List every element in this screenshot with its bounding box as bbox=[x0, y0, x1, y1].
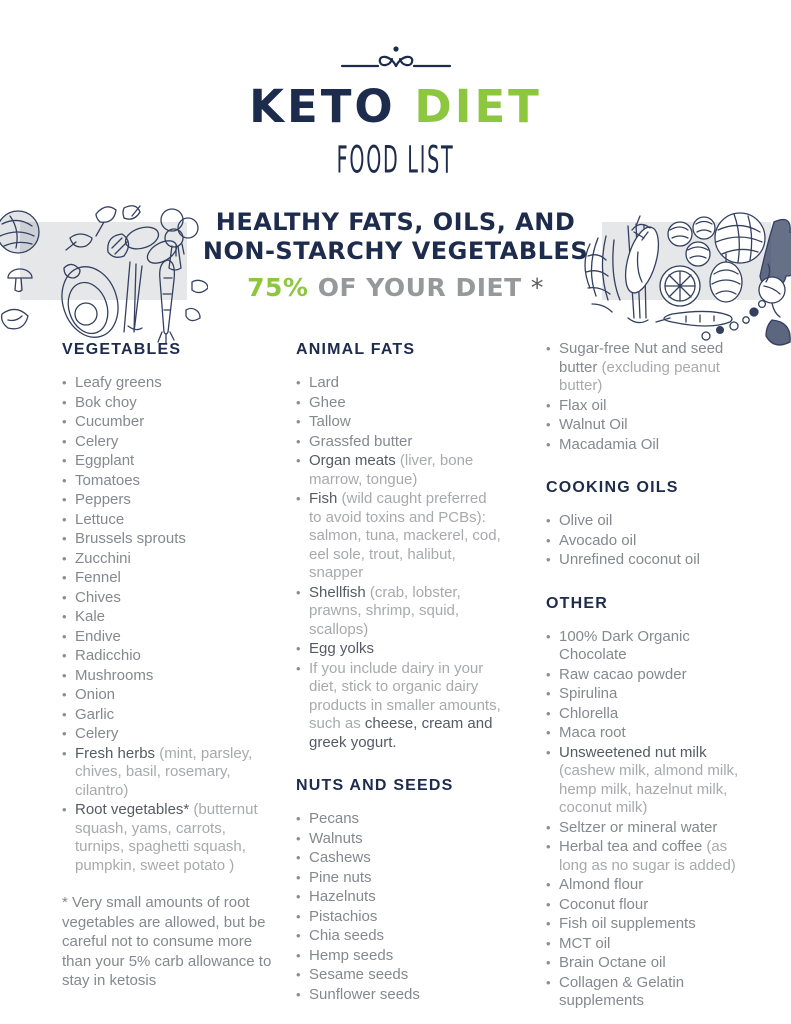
list-item bbox=[62, 530, 274, 549]
list-item-text: Cucumber bbox=[75, 413, 145, 430]
list-item bbox=[546, 876, 745, 895]
banner-text bbox=[146, 208, 646, 302]
bullet-icon: • bbox=[62, 492, 67, 507]
list-item bbox=[62, 452, 274, 471]
bullet-icon: • bbox=[296, 811, 301, 826]
banner-heading-line2: NON-STARCHY VEGETABLES bbox=[202, 237, 589, 265]
bullet-icon: • bbox=[296, 660, 301, 676]
list-item bbox=[62, 628, 274, 647]
bullet-icon: • bbox=[62, 589, 67, 605]
bullet-icon: • bbox=[62, 802, 67, 817]
bullet-icon: • bbox=[546, 877, 551, 892]
list-item-text: Unsweetened nut milk (cashew milk, almond milk, hemp milk, hazelnut milk, coconut milk) bbox=[559, 743, 739, 816]
list-item-text: Avocado oil bbox=[559, 531, 637, 549]
footnote: * Very small amounts of root vegetables are allowed, but be careful not to consume more than your 5% carb allowance to stay in ketosis bbox=[62, 894, 272, 989]
banner-heading bbox=[146, 208, 646, 266]
list-item-text: Egg yolks bbox=[309, 640, 375, 657]
list-item-text: Herbal tea and coffee (as long as no sugar is added) bbox=[559, 838, 736, 874]
bullet-icon: • bbox=[546, 628, 551, 644]
list-item-text: Chives bbox=[75, 588, 121, 606]
column-vegetables bbox=[62, 340, 296, 1012]
list-item bbox=[546, 724, 745, 743]
bullet-icon: • bbox=[296, 830, 301, 846]
list-item bbox=[62, 413, 274, 432]
list-item-text: Sugar-free Nut and seed butter (excluding peanut butter) bbox=[559, 340, 724, 394]
section-heading-other: OTHER bbox=[546, 594, 608, 612]
bullet-icon: • bbox=[546, 725, 551, 740]
bullet-icon: • bbox=[546, 436, 551, 452]
list-item-text: Collagen & Gelatin supplements bbox=[559, 973, 685, 1009]
list-item bbox=[546, 397, 745, 416]
bullet-icon: • bbox=[546, 417, 551, 432]
section-vegetables bbox=[62, 340, 274, 875]
bullet-icon: • bbox=[546, 686, 551, 701]
list-item-text: Almond flour bbox=[559, 876, 644, 893]
list-item-text: Olive oil bbox=[559, 512, 613, 529]
list-item bbox=[546, 340, 745, 396]
column-oils-other bbox=[546, 340, 751, 1012]
list-item bbox=[296, 490, 502, 583]
list-item-text: Celery bbox=[75, 432, 119, 450]
list-item bbox=[546, 532, 745, 551]
animal-fats-list bbox=[296, 374, 502, 752]
bullet-icon: • bbox=[62, 453, 67, 468]
list-item bbox=[62, 745, 274, 801]
section-fats-continued bbox=[546, 340, 745, 454]
section-heading-animal-fats: ANIMAL FATS bbox=[296, 341, 416, 358]
list-item-text: Lard bbox=[309, 374, 340, 391]
bullet-icon: • bbox=[546, 896, 551, 912]
section-heading-nuts-and-seeds: NUTS AND SEEDS bbox=[296, 777, 454, 794]
list-item-text: Zucchini bbox=[75, 549, 131, 567]
list-item bbox=[296, 966, 502, 985]
bullet-icon: • bbox=[546, 974, 551, 990]
list-item bbox=[546, 705, 745, 724]
bullet-icon: • bbox=[296, 947, 301, 963]
flourish-ornament-icon bbox=[338, 44, 454, 72]
bullet-icon: • bbox=[296, 394, 301, 410]
food-list-content bbox=[62, 340, 751, 1012]
bullet-icon: • bbox=[62, 726, 67, 741]
list-item bbox=[296, 849, 502, 868]
list-item-text: Seltzer or mineral water bbox=[559, 818, 718, 836]
bullet-icon: • bbox=[546, 666, 551, 682]
list-item-text: Kale bbox=[75, 608, 106, 625]
list-item-text: Maca root bbox=[559, 724, 626, 741]
section-other bbox=[546, 594, 745, 1011]
list-item-text: If you include dairy in your diet, stick to organic dairy products in smaller amounts, such as cheese, cream and greek yogurt. bbox=[309, 659, 501, 751]
fats-continued-list bbox=[546, 340, 745, 454]
list-item bbox=[62, 589, 274, 608]
list-item bbox=[62, 394, 274, 413]
bullet-icon: • bbox=[296, 491, 301, 506]
list-item-text: Tomatoes bbox=[75, 471, 141, 489]
cooking-oils-list bbox=[546, 512, 745, 570]
bullet-icon: • bbox=[62, 648, 67, 663]
list-item-text: Walnuts bbox=[309, 829, 363, 847]
list-item-text: Fish oil supplements bbox=[559, 915, 696, 932]
list-item-text: Sunflower seeds bbox=[309, 985, 420, 1003]
list-item bbox=[546, 416, 745, 435]
list-item-text: Pine nuts bbox=[309, 868, 372, 886]
list-item bbox=[62, 706, 274, 725]
column-animal-fats bbox=[296, 340, 546, 1012]
bullet-icon: • bbox=[546, 397, 551, 413]
list-item-text: Peppers bbox=[75, 491, 131, 508]
list-item bbox=[546, 628, 745, 665]
list-item bbox=[546, 666, 745, 685]
list-item bbox=[296, 584, 502, 640]
list-item bbox=[62, 511, 274, 530]
list-item-text: Hazelnuts bbox=[309, 888, 376, 905]
bullet-icon: • bbox=[296, 908, 301, 924]
banner-heading-line1: HEALTHY FATS, OILS, AND bbox=[215, 208, 576, 236]
list-item-text: Macadamia Oil bbox=[559, 435, 660, 453]
list-item-text: Chia seeds bbox=[309, 927, 385, 944]
list-item bbox=[546, 935, 745, 954]
banner bbox=[0, 192, 791, 342]
list-item-text: Leafy greens bbox=[75, 374, 162, 391]
list-item bbox=[546, 685, 745, 704]
list-item bbox=[546, 744, 745, 818]
section-animal-fats bbox=[296, 340, 502, 752]
list-item-text: Shellfish (crab, lobster, prawns, shrimp, squid, scallops) bbox=[309, 583, 461, 638]
nuts-and-seeds-list bbox=[296, 810, 502, 1004]
list-item-text: Hemp seeds bbox=[309, 946, 394, 964]
title-word-diet: DIET bbox=[414, 80, 542, 133]
footnote-asterisk: * bbox=[530, 273, 544, 302]
bullet-icon: • bbox=[62, 628, 67, 644]
list-item bbox=[296, 433, 502, 452]
list-item bbox=[62, 801, 274, 875]
percent-caption: OF YOUR DIET bbox=[308, 273, 531, 302]
bullet-icon: • bbox=[546, 552, 551, 567]
bullet-icon: • bbox=[546, 839, 551, 854]
list-item bbox=[546, 512, 745, 531]
list-item bbox=[62, 608, 274, 627]
list-item bbox=[296, 908, 502, 927]
bullet-icon: • bbox=[296, 375, 301, 390]
bullet-icon: • bbox=[62, 687, 67, 702]
bullet-icon: • bbox=[62, 745, 67, 761]
list-item bbox=[62, 472, 274, 491]
list-item-text: Flax oil bbox=[559, 396, 607, 414]
bullet-icon: • bbox=[62, 394, 67, 410]
bullet-icon: • bbox=[296, 850, 301, 865]
list-item bbox=[546, 915, 745, 934]
list-item-text: Raw cacao powder bbox=[559, 665, 687, 683]
bullet-icon: • bbox=[296, 414, 301, 429]
list-item bbox=[62, 491, 274, 510]
bullet-icon: • bbox=[546, 955, 551, 970]
bullet-icon: • bbox=[296, 453, 301, 468]
bullet-icon: • bbox=[62, 609, 67, 624]
list-item-text: Bok choy bbox=[75, 393, 137, 411]
list-item-text: Spirulina bbox=[559, 685, 618, 702]
list-item-text: Pecans bbox=[309, 810, 360, 827]
list-item bbox=[296, 888, 502, 907]
bullet-icon: • bbox=[546, 819, 551, 835]
bullet-icon: • bbox=[62, 511, 67, 527]
list-item-text: Radicchio bbox=[75, 647, 141, 664]
list-item bbox=[296, 947, 502, 966]
page-subtitle: FOOD LIST bbox=[336, 138, 455, 182]
bullet-icon: • bbox=[546, 744, 551, 760]
list-item bbox=[62, 569, 274, 588]
list-item bbox=[546, 974, 745, 1011]
list-item-text: 100% Dark Organic Chocolate bbox=[559, 627, 690, 663]
list-item-text: Coconut flour bbox=[559, 895, 649, 913]
page-subtitle-wrap bbox=[0, 129, 791, 182]
bullet-icon: • bbox=[296, 967, 301, 982]
title-word-keto: KETO bbox=[249, 80, 396, 133]
bullet-icon: • bbox=[62, 433, 67, 449]
list-item-text: Brain Octane oil bbox=[559, 954, 666, 971]
list-item bbox=[296, 986, 502, 1005]
list-item bbox=[546, 896, 745, 915]
bullet-icon: • bbox=[62, 550, 67, 566]
list-item-text: Unrefined coconut oil bbox=[559, 551, 700, 568]
bullet-icon: • bbox=[296, 641, 301, 656]
bullet-icon: • bbox=[296, 869, 301, 885]
list-item bbox=[296, 394, 502, 413]
bullet-icon: • bbox=[546, 935, 551, 951]
bullet-icon: • bbox=[546, 916, 551, 931]
bullet-icon: • bbox=[546, 705, 551, 721]
percent-value: 75% bbox=[247, 273, 309, 302]
bullet-icon: • bbox=[62, 472, 67, 488]
list-item bbox=[546, 436, 745, 455]
banner-subheading bbox=[146, 273, 646, 302]
list-item-text: Tallow bbox=[309, 413, 351, 430]
list-item-text: Pistachios bbox=[309, 907, 378, 925]
other-list bbox=[546, 628, 745, 1011]
list-item bbox=[62, 686, 274, 705]
list-item bbox=[296, 640, 502, 659]
list-item-text: Garlic bbox=[75, 705, 115, 723]
section-heading-vegetables: VEGETABLES bbox=[62, 341, 182, 358]
list-item-text: Chlorella bbox=[559, 704, 619, 722]
header bbox=[0, 0, 791, 182]
bullet-icon: • bbox=[62, 667, 67, 683]
page-title bbox=[0, 80, 791, 133]
list-item-text: Eggplant bbox=[75, 452, 135, 469]
list-item-text: Onion bbox=[75, 686, 116, 703]
list-item-text: Cashews bbox=[309, 849, 371, 866]
list-item-text: Fresh herbs (mint, parsley, chives, basil, rosemary, cilantro) bbox=[75, 744, 253, 799]
list-item bbox=[62, 647, 274, 666]
list-item-text: Lettuce bbox=[75, 510, 125, 528]
list-item bbox=[296, 927, 502, 946]
list-item bbox=[62, 667, 274, 686]
list-item-text: Celery bbox=[75, 725, 119, 742]
section-heading-cooking-oils: COOKING OILS bbox=[546, 479, 679, 496]
bullet-icon: • bbox=[62, 375, 67, 390]
list-item bbox=[296, 660, 502, 753]
bullet-icon: • bbox=[296, 433, 301, 449]
list-item bbox=[296, 374, 502, 393]
vegetables-list bbox=[62, 374, 274, 875]
list-item bbox=[62, 725, 274, 744]
list-item bbox=[62, 550, 274, 569]
bullet-icon: • bbox=[546, 513, 551, 528]
list-item-text: Fennel bbox=[75, 569, 121, 586]
bullet-icon: • bbox=[296, 889, 301, 904]
list-item-text: Grassfed butter bbox=[309, 432, 413, 450]
section-cooking-oils bbox=[546, 478, 745, 570]
bullet-icon: • bbox=[546, 532, 551, 548]
list-item-text: Walnut Oil bbox=[559, 416, 628, 433]
list-item-text: Endive bbox=[75, 627, 121, 645]
bullet-icon: • bbox=[62, 570, 67, 585]
list-item bbox=[296, 830, 502, 849]
list-item-text: Fish (wild caught preferred to avoid toxins and PCBs): salmon, tuna, mackerel, cod, eel sole, trout, halibut, snapper bbox=[309, 490, 501, 581]
list-item bbox=[546, 551, 745, 570]
list-item bbox=[546, 838, 745, 875]
list-item bbox=[296, 869, 502, 888]
list-item-text: Sesame seeds bbox=[309, 966, 409, 983]
bullet-icon: • bbox=[546, 341, 551, 356]
section-nuts-and-seeds bbox=[296, 776, 502, 1004]
bullet-icon: • bbox=[296, 928, 301, 943]
bullet-icon: • bbox=[62, 706, 67, 722]
list-item-text: MCT oil bbox=[559, 934, 611, 952]
list-item-text: Organ meats (liver, bone marrow, tongue) bbox=[309, 452, 474, 488]
list-item bbox=[296, 452, 502, 489]
bullet-icon: • bbox=[296, 986, 301, 1002]
list-item bbox=[62, 374, 274, 393]
bullet-icon: • bbox=[62, 531, 67, 546]
bullet-icon: • bbox=[296, 584, 301, 600]
list-item bbox=[546, 819, 745, 838]
list-item bbox=[296, 810, 502, 829]
list-item-text: Mushrooms bbox=[75, 666, 154, 684]
list-item-text: Ghee bbox=[309, 393, 346, 411]
list-item bbox=[62, 433, 274, 452]
list-item bbox=[546, 954, 745, 973]
bullet-icon: • bbox=[62, 414, 67, 429]
list-item-text: Brussels sprouts bbox=[75, 530, 186, 547]
list-item bbox=[296, 413, 502, 432]
list-item-text: Root vegetables* (butternut squash, yams, carrots, turnips, spaghetti squash, pumpkin, sweet potato ) bbox=[75, 801, 258, 874]
